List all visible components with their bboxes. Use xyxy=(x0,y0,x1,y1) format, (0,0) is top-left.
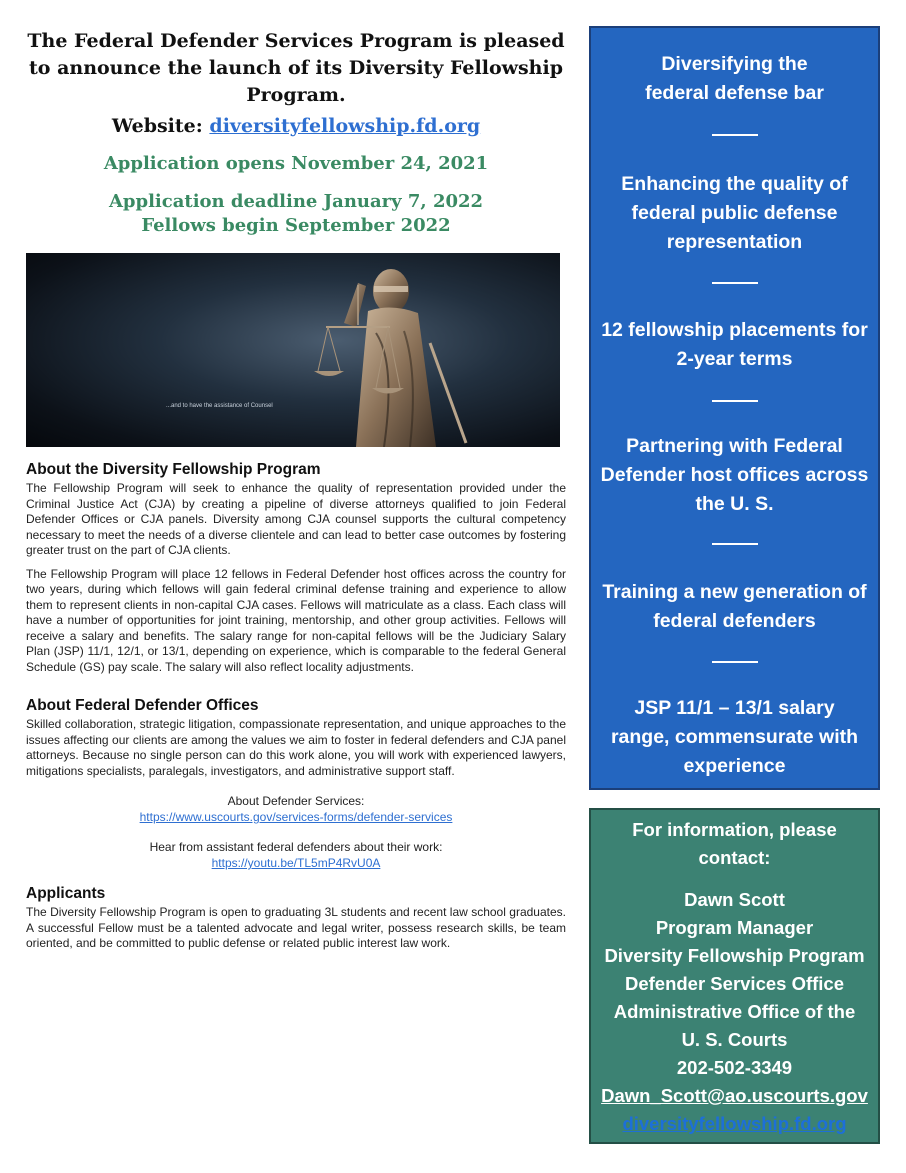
highlight-item: Diversifying the federal defense bar xyxy=(645,53,824,104)
divider xyxy=(712,400,758,402)
dates-block xyxy=(26,190,566,238)
highlight-item: Training a new generation of federal defenders xyxy=(602,581,867,632)
divider xyxy=(712,661,758,663)
website-line xyxy=(26,115,566,137)
contact-email-link[interactable]: Dawn_Scott@ao.uscourts.gov xyxy=(601,1085,868,1106)
highlights-box xyxy=(589,26,880,790)
website-link[interactable]: diversityfellowship.fd.org xyxy=(209,115,481,137)
contact-org-line2: U. S. Courts xyxy=(681,1029,788,1050)
about-offices-heading: About Federal Defender Offices xyxy=(26,697,259,714)
highlight-item: 12 fellowship placements for 2-year terms xyxy=(601,319,868,370)
defender-services-block xyxy=(26,793,566,825)
contact-phone: 202-502-3349 xyxy=(676,1057,793,1078)
highlight-item: Enhancing the quality of federal public defense representation xyxy=(621,173,848,253)
highlight-item: JSP 11/1 – 13/1 salary range, commensurate with experience xyxy=(610,697,859,777)
contact-title: Program Manager xyxy=(655,917,814,938)
application-deadline: Application deadline January 7, 2022 xyxy=(108,191,484,212)
defender-services-link[interactable]: https://www.uscourts.gov/services-forms/defender-services xyxy=(139,810,453,824)
application-opens: Application opens November 24, 2021 xyxy=(103,153,489,174)
applicants-paragraph: The Diversity Fellowship Program is open to graduating 3L students and recent law school graduates. A successful Fellow must be a talented advocate and legal writer, possess research skills, be team oriented, and be committed to public defense or related public interest law work. xyxy=(26,905,566,950)
contact-intro: For information, please contact: xyxy=(632,819,837,868)
divider xyxy=(712,543,758,545)
contact-name: Dawn Scott xyxy=(684,889,785,910)
highlight-item: Partnering with Federal Defender host offices across the U. S. xyxy=(600,435,869,515)
about-offices-paragraph: Skilled collaboration, strategic litigation, compassionate representation, and unique approaches to the issues affecting our clients are among the values we aim to foster in federal defenders and CJA panel attorneys. Because no single person can do this work alone, you will work with experienced lawyers, mitigations specialists, paralegals, investigators, and administrative support staff. xyxy=(26,717,566,778)
about-program-paragraph-2: The Fellowship Program will place 12 fellows in Federal Defender host offices across the country for two years, during which fellows will gain federal criminal defense training and experience to allow them to represent clients in non-capital CJA cases. Fellows will matriculate as a class. Each class will have a number of opportunities for joint training, mentorship, and other group activities. Fellows will receive a salary and benefits. The salary range for non-capital fellows will be the Judiciary Salary Plan (JSP) 11/1, 12/1, or 13/1, depending on experience, which is comparable to the federal General Schedule (GS) pay scale. The salary will also reflect locality adjustments. xyxy=(26,566,566,674)
lady-justice-illustration xyxy=(26,253,560,447)
divider xyxy=(712,282,758,284)
video-link[interactable]: https://youtu.be/TL5mP4RvU0A xyxy=(211,856,381,870)
contact-website-link[interactable]: diversityfellowship.fd.org xyxy=(622,1113,847,1134)
about-program-heading: About the Diversity Fellowship Program xyxy=(26,461,321,478)
announcement-headline: The Federal Defender Services Program is pleased to announce the launch of its Diversity Fellowship Program. xyxy=(27,30,565,106)
contact-org-line1: Administrative Office of the xyxy=(613,1001,856,1022)
about-program-paragraph-1: The Fellowship Program will seek to enhance the quality of representation provided under the Criminal Justice Act (CJA) by creating a pipeline of diverse attorneys qualified to join Federal Defender Offices or CJA panels. Diversity among CJA counsel supports the cultural competency necessary to meet the needs of a diverse clientele and can lead to better case outcomes by fostering greater trust on the part of CJA clients. xyxy=(26,481,566,557)
contact-program: Diversity Fellowship Program xyxy=(604,945,865,966)
divider xyxy=(712,134,758,136)
contact-box xyxy=(589,808,880,1144)
applicants-heading: Applicants xyxy=(26,885,106,902)
fellows-begin: Fellows begin September 2022 xyxy=(141,215,451,236)
video-block xyxy=(26,839,566,871)
video-label: Hear from assistant federal defenders about their work: xyxy=(149,840,443,854)
defender-services-label: About Defender Services: xyxy=(227,794,365,808)
image-caption: ...and to have the assistance of Counsel xyxy=(166,403,273,409)
lady-justice-image xyxy=(26,253,560,447)
left-column xyxy=(26,28,566,960)
contact-office: Defender Services Office xyxy=(624,973,845,994)
contact-details xyxy=(591,886,878,1138)
website-label: Website: xyxy=(111,115,203,137)
